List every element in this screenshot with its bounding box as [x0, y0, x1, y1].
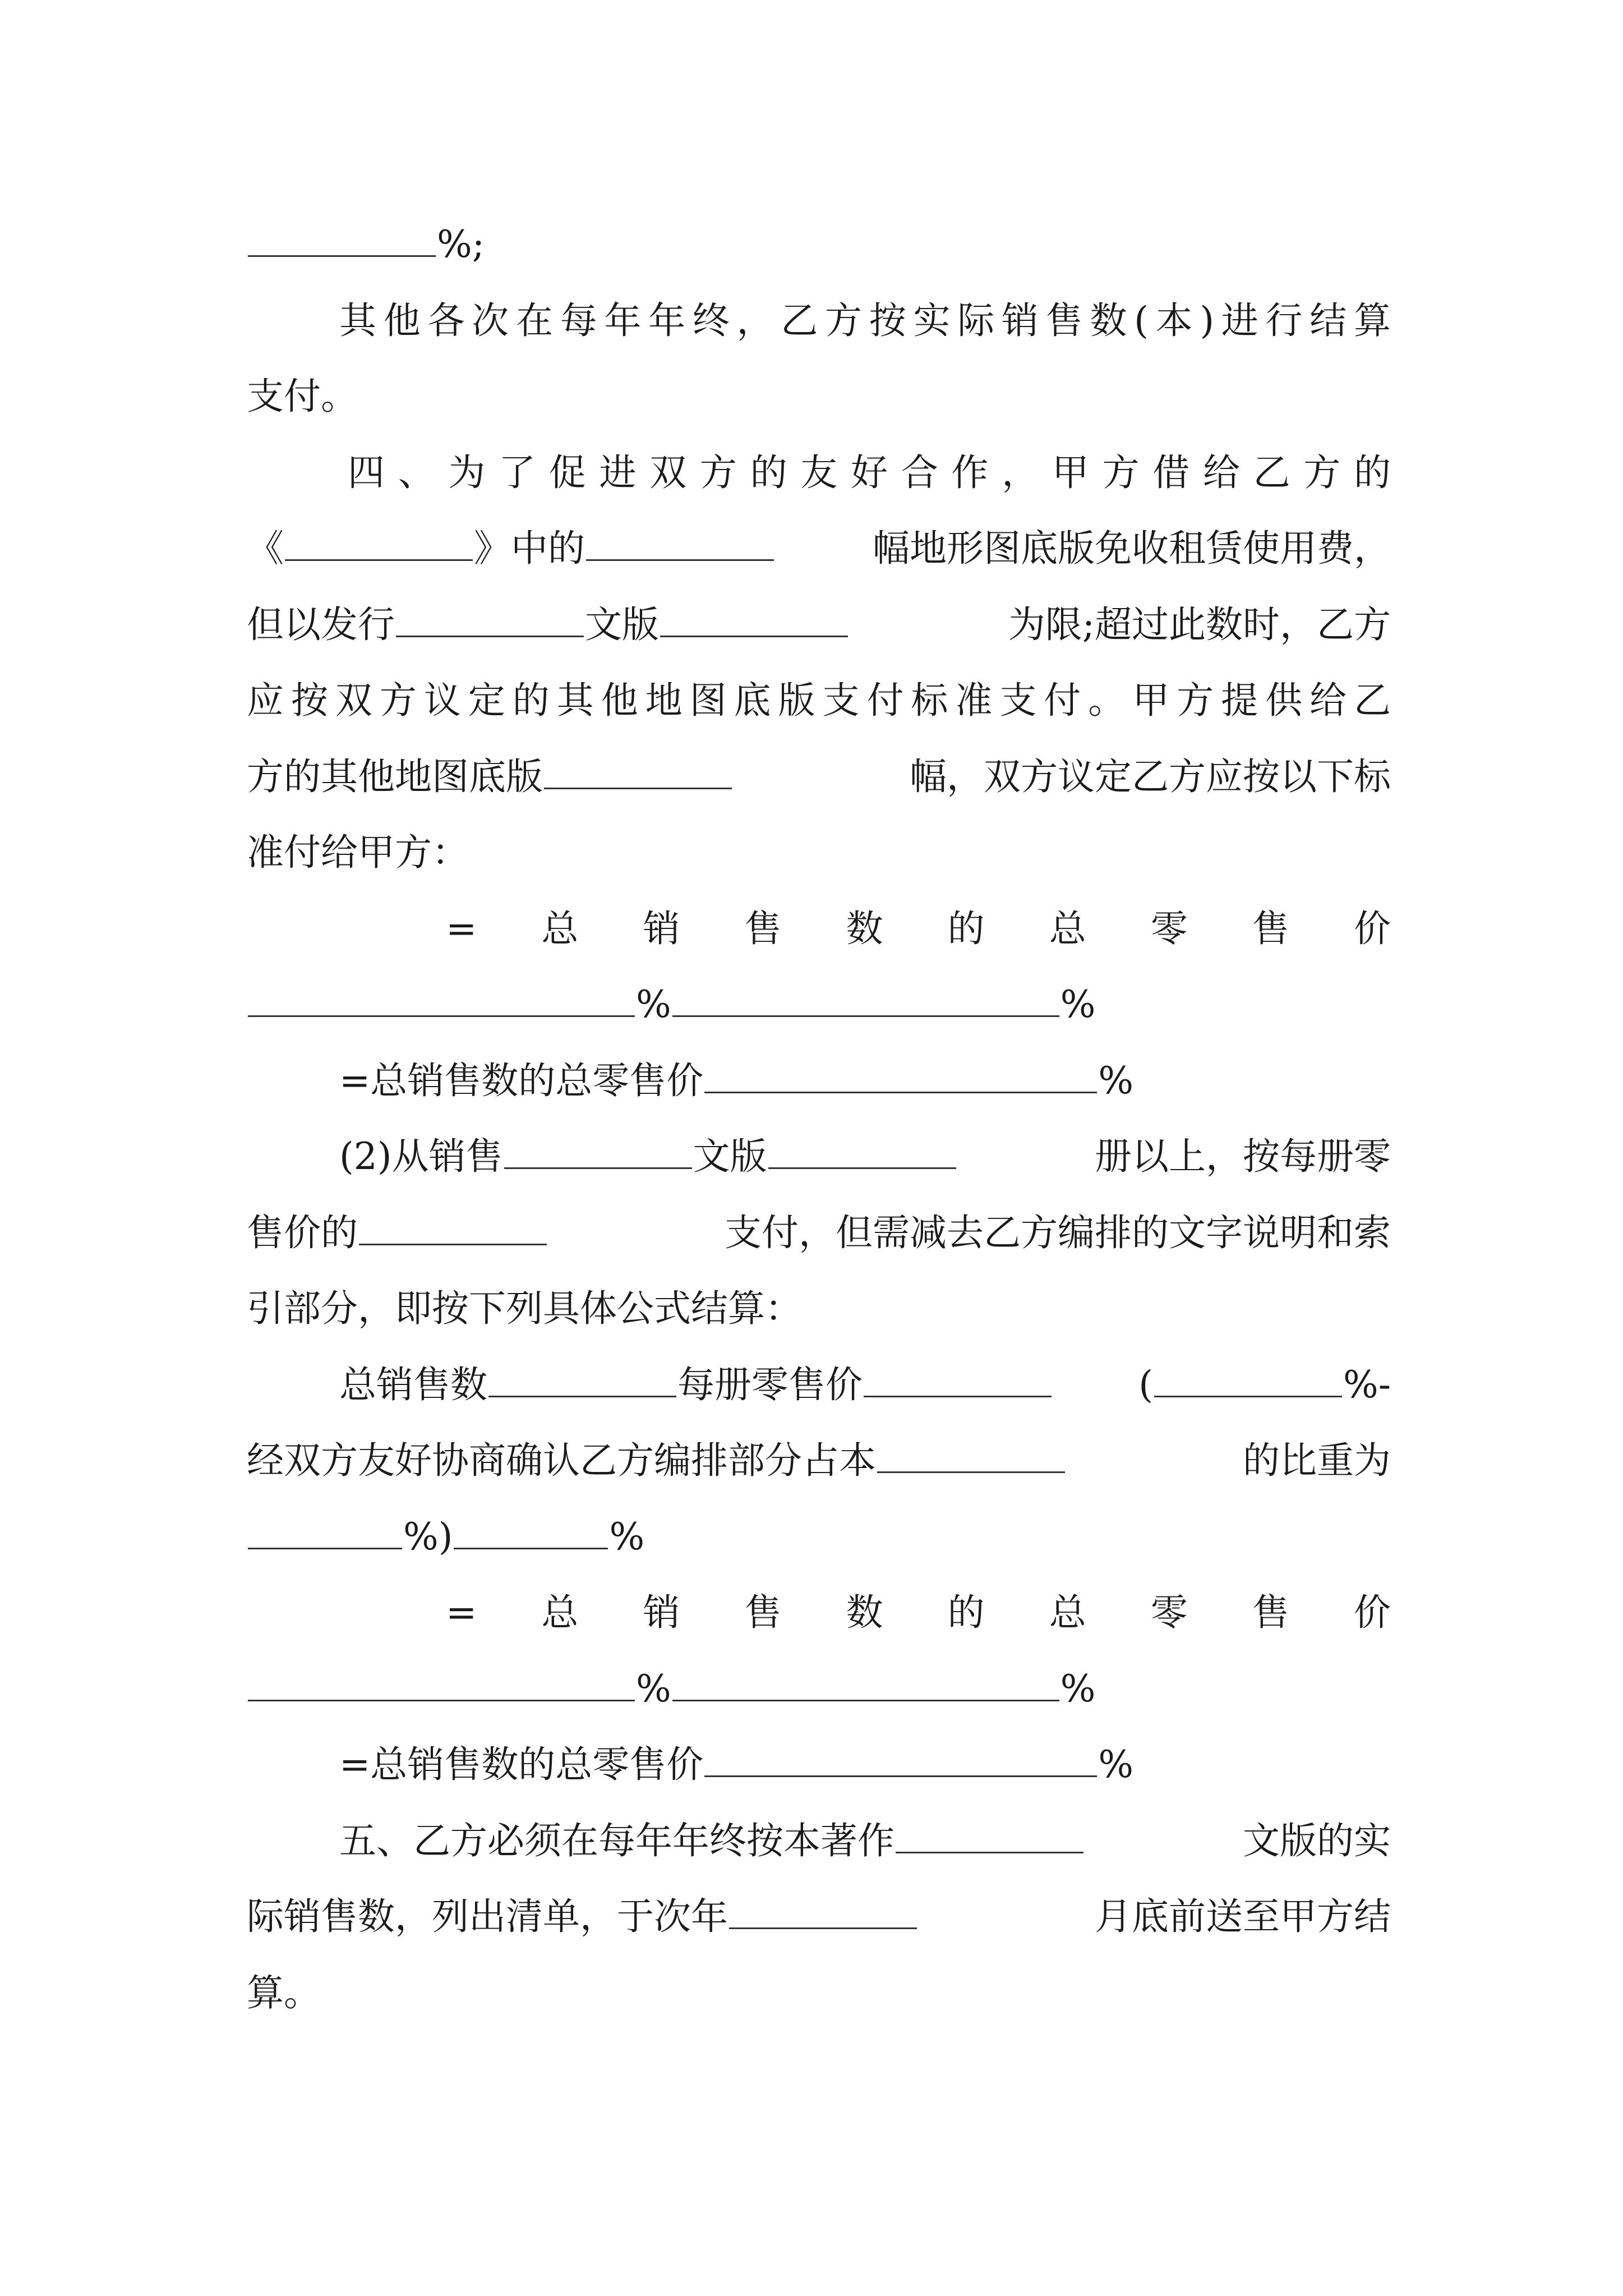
text-line-17: [247, 1433, 1391, 1489]
text-fragment: 幅地形图底版免收租赁使用费，: [873, 527, 1391, 570]
formula-char: 的: [947, 1591, 985, 1634]
text-line-22: [339, 1813, 1391, 1869]
text-fragment: 支付，但需减去乙方编排的文字说明和索: [725, 1211, 1391, 1254]
text-line-21: [339, 1737, 1391, 1793]
formula-char: 数: [846, 1591, 883, 1634]
text-fragment: 幅，双方议定乙方应按以下标: [910, 755, 1391, 798]
text-line-8: [247, 749, 1391, 805]
formula-char: 总: [1049, 1591, 1086, 1634]
text-line-4: 四、为了促进双方的友好合作，甲方借给乙方的: [348, 451, 1391, 494]
blank-field: [672, 1663, 1059, 1701]
text-fragment: 总销售数: [339, 1363, 487, 1406]
text-fragment: 为限;超过此数时，乙方: [1008, 603, 1391, 646]
text-fragment: %: [1060, 1667, 1096, 1710]
blank-field: [729, 1890, 917, 1929]
formula-char: 数: [846, 907, 883, 950]
text-fragment: 经双方友好协商确认乙方编排部分占本: [247, 1439, 876, 1482]
text-line-7: 应按双方议定的其他地图底版支付标准支付。甲方提供给乙: [247, 679, 1391, 722]
text-line-2: 其他各次在每年年终，乙方按实际销售数(本)进行结算: [339, 299, 1391, 342]
blank-field: [1154, 1359, 1342, 1397]
blank-field: [285, 522, 473, 561]
text-fragment: %): [403, 1515, 453, 1558]
text-fragment: %-: [1343, 1363, 1391, 1406]
text-fragment: (: [1138, 1363, 1153, 1406]
blank-field: [704, 1738, 1097, 1777]
formula-char: 售: [1252, 1591, 1289, 1634]
text-line-23: [247, 1889, 1391, 1945]
text-line-1: [247, 217, 1391, 273]
text-fragment: 文版的实: [1243, 1819, 1391, 1862]
formula-char: 售: [1252, 907, 1289, 950]
formula-line-2: [446, 1585, 1391, 1641]
text-fragment: %: [609, 1515, 645, 1558]
text-line-15: 引部分，即按下列具体公式结算：: [247, 1287, 802, 1330]
text-line-20: [247, 1661, 1391, 1717]
blank-field: [877, 1434, 1065, 1473]
blank-field: [504, 1130, 692, 1169]
text-line-6: [247, 597, 1391, 653]
text-fragment: 月底前送至甲方结: [1095, 1895, 1391, 1938]
formula-char: =: [446, 907, 477, 950]
blank-field: [896, 1815, 1083, 1853]
text-fragment: %: [1060, 983, 1096, 1026]
text-line-13: [339, 1129, 1391, 1185]
text-fragment: %: [636, 1667, 671, 1710]
blank-field: [248, 1511, 402, 1549]
blank-field: [704, 1055, 1097, 1093]
formula-char: 售: [744, 1591, 782, 1634]
text-line-24: 算。: [247, 1971, 321, 2014]
text-fragment: %: [636, 983, 671, 1026]
formula-char: 价: [1353, 1591, 1391, 1634]
formula-char: 销: [643, 907, 680, 950]
blank-field: [248, 218, 436, 257]
formula-char: 零: [1150, 907, 1188, 950]
blank-field: [864, 1359, 1052, 1397]
blank-field: [454, 1511, 608, 1549]
text-fragment: 文版: [693, 1135, 767, 1178]
text-fragment: 方的其他地图底版: [247, 755, 543, 798]
text-fragment: 五、乙方必须在每年年终按本著作: [339, 1819, 895, 1862]
text-fragment: 但以发行: [247, 603, 395, 646]
text-fragment: 《: [247, 527, 284, 570]
text-fragment: 文版: [585, 603, 659, 646]
text-line-14: [247, 1205, 1391, 1261]
text-fragment: 册以上，按每册零: [1095, 1135, 1391, 1178]
formula-char: 总: [1049, 907, 1086, 950]
text-line-12: [339, 1053, 1391, 1109]
text-fragment: 每册零售价: [677, 1363, 863, 1406]
text-line-9: 准付给甲方：: [247, 831, 469, 874]
text-line-5: [247, 521, 1391, 577]
blank-field: [248, 1663, 635, 1701]
text-fragment: %: [1098, 1059, 1134, 1102]
formula-char: 零: [1150, 1591, 1188, 1634]
text-line-16: [339, 1357, 1391, 1413]
text-fragment: =总销售数的总零售价: [339, 1059, 704, 1102]
formula-char: 销: [643, 1591, 680, 1634]
text-fragment: %;: [437, 223, 485, 266]
text-fragment: (2)从销售: [339, 1135, 503, 1178]
formula-char: 总: [541, 1591, 579, 1634]
blank-field: [248, 978, 635, 1017]
blank-field: [359, 1207, 547, 1245]
blank-field: [768, 1130, 956, 1169]
formula-char: 价: [1353, 907, 1391, 950]
blank-field: [672, 978, 1059, 1017]
blank-field: [544, 751, 732, 789]
formula-char: 总: [541, 907, 579, 950]
text-fragment: 的比重为: [1243, 1439, 1391, 1482]
formula-char: 售: [744, 907, 782, 950]
blank-field: [396, 599, 584, 637]
text-fragment: 》中的: [474, 527, 585, 570]
text-line-18: [247, 1509, 1391, 1565]
formula-line-1: [446, 901, 1391, 957]
text-line-11: [247, 977, 1391, 1033]
blank-field: [488, 1359, 676, 1397]
formula-char: =: [446, 1591, 477, 1634]
blank-field: [586, 522, 774, 561]
blank-field: [660, 599, 848, 637]
text-fragment: =总销售数的总零售价: [339, 1743, 704, 1786]
formula-char: 的: [947, 907, 985, 950]
text-fragment: 际销售数，列出清单，于次年: [247, 1895, 728, 1938]
text-fragment: %: [1098, 1743, 1134, 1786]
text-line-3: 支付。: [247, 375, 358, 418]
text-fragment: 售价的: [247, 1211, 358, 1254]
